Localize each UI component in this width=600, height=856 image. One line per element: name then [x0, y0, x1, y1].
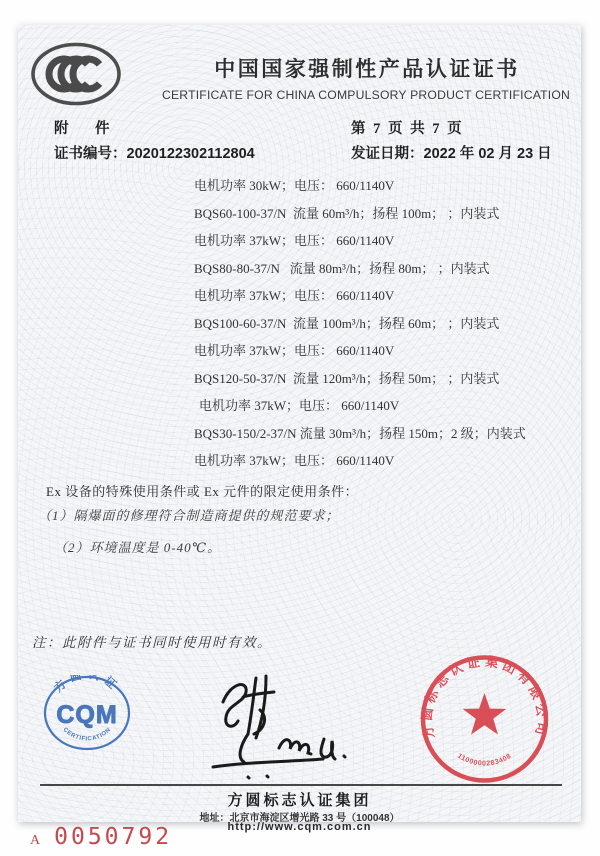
- ex-condition-item: （1）隔爆面的修理符合制造商提供的规范要求；: [38, 508, 340, 523]
- footer-address: 地址：北京市海淀区增光路 33 号（100048）: [199, 813, 400, 824]
- ccc-logo-icon: [28, 41, 124, 107]
- ccc-logo: [28, 41, 124, 107]
- ex-condition-item: （2）环境温度是 0-40℃。: [54, 540, 222, 555]
- certificate-title-cn: 中国国家强制性产品认证证书: [214, 57, 520, 81]
- issue-date-value: 2022 年 02 月 23 日: [423, 146, 552, 162]
- svg-text:CERTIFICATION: [62, 727, 113, 743]
- certificate-number-value: 2020122302112804: [126, 146, 255, 162]
- page-info: 第 7 页 共 7 页: [351, 121, 464, 137]
- attachment-label: 附 件: [54, 121, 116, 137]
- svg-text:方圆认证: [51, 675, 123, 695]
- serial-value: 0050792: [54, 824, 173, 850]
- signature: [203, 670, 363, 790]
- product-spec-list: [194, 172, 576, 475]
- seal-star-icon: [463, 693, 507, 735]
- certificate-number: [54, 142, 255, 163]
- svg-text:1100000283408: [456, 753, 513, 768]
- spec-line: 电机功率 37kW；电压： 660/1140V: [194, 288, 395, 303]
- footer-company-name: 方圆标志认证集团: [227, 793, 372, 809]
- certificate-paper: [18, 25, 581, 833]
- issue-date-label: 发证日期：: [351, 146, 424, 162]
- spec-line: 电机功率 30kW；电压： 660/1140V: [194, 178, 395, 193]
- spec-line: BQS80-80-37/N 流量 80m³/h；扬程 80m； ；内装式: [194, 260, 490, 276]
- ex-conditions-title: Ex 设备的特殊使用条件或 Ex 元件的限定使用条件：: [46, 484, 359, 499]
- serial-prefix: A: [30, 833, 41, 848]
- company-seal: [417, 653, 552, 788]
- spec-line: BQS60-100-37/N 流量 60m³/h；扬程 100m； ；内装式: [194, 205, 500, 221]
- spec-line: 电机功率 37kW；电压： 660/1140V: [199, 398, 400, 413]
- spec-line: BQS100-60-37/N 流量 100m³/h；扬程 60m； ；内装式: [194, 315, 500, 331]
- company-seal-icon: [417, 653, 552, 788]
- footer-divider: [40, 784, 562, 786]
- validity-note: 注：此附件与证书同时使用时有效。: [32, 635, 272, 650]
- cqm-logo: [42, 675, 132, 755]
- certificate-number-label: 证书编号：: [54, 146, 127, 162]
- cqm-logo-icon: [42, 675, 132, 755]
- spec-line: BQS120-50-37/N 流量 120m³/h；扬程 50m； ；内装式: [194, 370, 500, 386]
- cqm-center-text: CQM: [56, 701, 118, 729]
- seal-company-text: 方圆标志认证集团有限公司: [418, 653, 551, 741]
- certificate-title-en: CERTIFICATE FOR CHINA COMPULSORY PRODUCT CERTIFICATION: [161, 88, 571, 102]
- spec-line: 电机功率 37kW；电压： 660/1140V: [194, 453, 395, 468]
- serial-number: [30, 824, 172, 850]
- cqm-arc-top-text: 方圆认证: [52, 675, 122, 695]
- seal-number-text: 1100000283408: [456, 752, 513, 768]
- cqm-arc-bottom-text: CERTIFICATION: [61, 726, 113, 743]
- spec-line: 电机功率 37kW；电压： 660/1140V: [194, 233, 395, 248]
- spec-line: 电机功率 37kW；电压： 660/1140V: [194, 343, 395, 358]
- footer-website: http://www.cqm.com.cn: [227, 821, 372, 833]
- signature-icon: [203, 670, 363, 790]
- issue-date: [351, 142, 552, 163]
- spec-line: BQS30-150/2-37/N 流量 30m³/h；扬程 150m；2 级；内装式: [194, 425, 526, 441]
